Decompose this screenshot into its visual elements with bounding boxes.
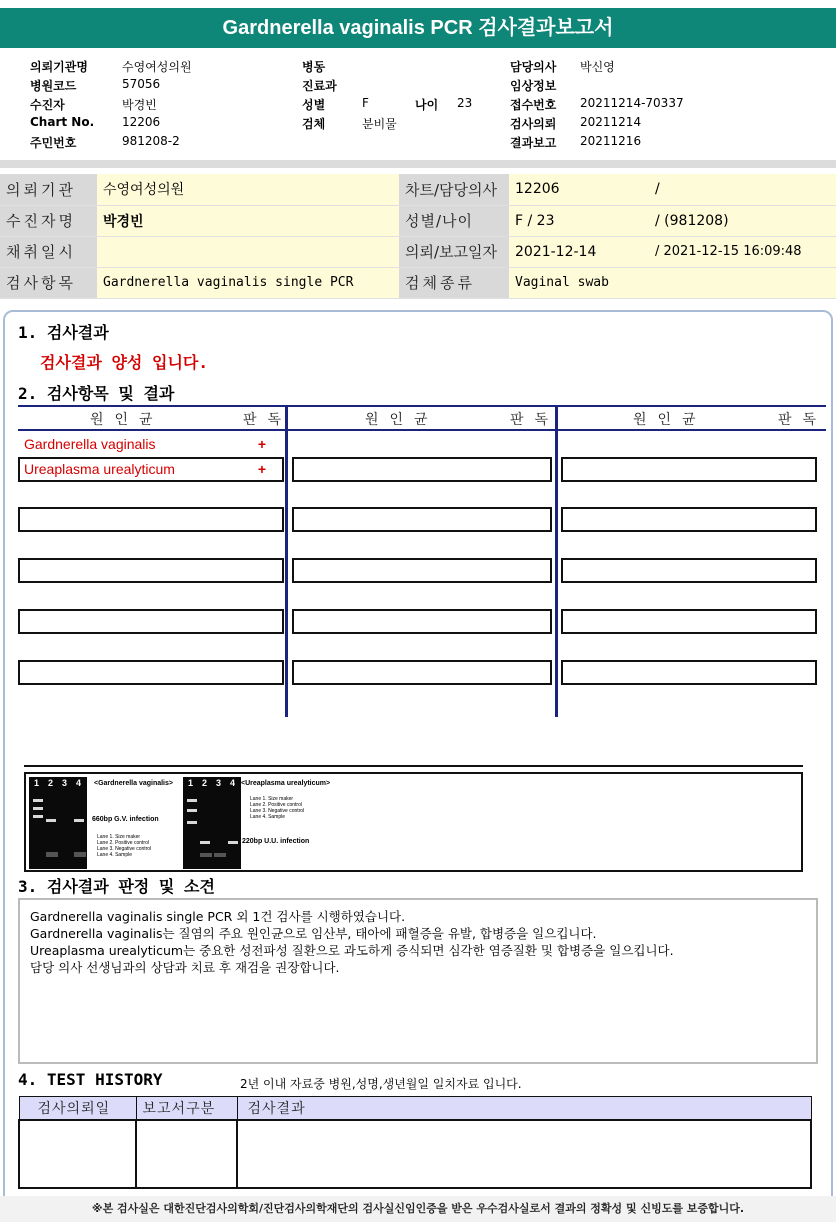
opinion-box <box>18 898 818 1064</box>
result-cell-empty <box>292 609 552 634</box>
gel-image-ureaplasma <box>183 777 241 869</box>
gel-band <box>46 852 58 857</box>
grid-header-rule <box>18 429 826 431</box>
gel-band <box>214 853 226 857</box>
col-header-result: 판독 <box>510 412 560 428</box>
header-label: 결과보고 <box>510 136 557 150</box>
field-value: Vaginal swab <box>509 267 649 298</box>
header-col3 <box>510 58 710 153</box>
result-summary: 검사결과 양성 입니다. <box>40 353 209 372</box>
header-label: 접수번호 <box>510 98 557 112</box>
header-label: 임상정보 <box>510 79 557 93</box>
result-cell-ureaplasma <box>18 457 284 482</box>
lane-number: 2 <box>202 778 208 788</box>
opinion-line: Gardnerella vaginalis single PCR 외 1건 검사를 시행하였습니다. <box>30 909 406 924</box>
image-top-rule <box>24 765 803 767</box>
lane-number: 4 <box>76 778 82 788</box>
gel-band <box>33 815 43 818</box>
organism-name: Ureaplasma urealyticum <box>24 461 175 477</box>
grid-top-rule <box>18 405 826 407</box>
field-value <box>649 267 836 298</box>
header-label: 수진자 <box>30 98 65 112</box>
result-cell-empty <box>561 660 817 685</box>
gel-band <box>200 853 212 857</box>
gel-marker-gardnerella: 660bp G.V. infection <box>92 816 159 823</box>
lane-number: 1 <box>34 778 40 788</box>
history-note: 2년 이내 자료중 병원,성명,생년월일 일치자료 입니다. <box>240 1077 522 1091</box>
result-cell-empty <box>561 609 817 634</box>
result-cell-empty <box>292 457 552 482</box>
field-label: 차트/담당의사 <box>399 174 509 205</box>
field-label: 성별/나이 <box>399 205 509 236</box>
result-cell-empty <box>561 558 817 583</box>
header-value: 박경빈 <box>122 98 157 112</box>
result-cell-empty <box>292 507 552 532</box>
gel-band <box>33 807 43 810</box>
header-value: 981208-2 <box>122 134 180 148</box>
col-header-organism: 원인균 <box>365 412 439 428</box>
header-col1 <box>30 58 230 153</box>
opinion-line: Ureaplasma urealyticum는 중요한 성전파성 질환으로 과도하게 증식되면 심각한 염증질환 및 합병증을 일으킵니다. <box>30 943 674 958</box>
lane-number: 2 <box>48 778 54 788</box>
report-title: Gardnerella vaginalis PCR 검사결과보고서 <box>0 8 836 48</box>
header-label: 의뢰기관명 <box>30 60 88 74</box>
gel-title-ureaplasma: <Ureaplasma urealyticum> <box>241 780 331 787</box>
result-cell-empty <box>18 558 284 583</box>
field-value: Gardnerella vaginalis single PCR <box>97 267 399 298</box>
header-label: 검사의뢰 <box>510 117 557 131</box>
result-cell-empty <box>18 660 284 685</box>
history-header: 검사결과 <box>237 1097 811 1120</box>
col-header-organism: 원인균 <box>633 412 707 428</box>
col-header-organism: 원인균 <box>90 412 164 428</box>
field-label: 수진자명 <box>0 205 97 236</box>
field-value: / (981208) <box>649 205 836 236</box>
lane-number: 1 <box>188 778 194 788</box>
field-value: 12206 <box>509 174 649 205</box>
col-header-result: 판독 <box>778 412 828 428</box>
gel-band <box>33 799 43 802</box>
patient-row <box>0 174 836 205</box>
field-value <box>97 236 399 267</box>
lane-number: 3 <box>216 778 222 788</box>
history-header: 보고서구분 <box>136 1097 237 1120</box>
gel-band <box>187 799 197 802</box>
gel-band <box>74 819 84 822</box>
grid-divider <box>555 405 558 717</box>
gel-image-panel <box>24 772 803 872</box>
history-cell <box>237 1120 811 1188</box>
separator-band <box>0 160 836 168</box>
field-value: / <box>649 174 836 205</box>
patient-row <box>0 267 836 298</box>
header-value: F <box>362 96 369 110</box>
gel-title-gardnerella: <Gardnerella vaginalis> <box>94 780 173 787</box>
patient-row <box>0 205 836 236</box>
header-label: 담당의사 <box>510 60 557 74</box>
gel-legend-ureaplasma: Lane 1. Size maker Lane 2. Positive control Lane 3. Negative control Lane 4. Sample <box>250 796 305 820</box>
result-cell-empty <box>292 660 552 685</box>
age-value: 23 <box>457 96 473 110</box>
field-value: / 2021-12-15 16:09:48 <box>649 236 836 267</box>
header-value: 57056 <box>122 77 161 91</box>
gel-band <box>74 852 86 857</box>
col-header-result: 판독 <box>243 412 293 428</box>
field-label: 채취일시 <box>0 236 97 267</box>
header-label: 주민번호 <box>30 136 77 150</box>
header-value: 수영여성의원 <box>122 60 192 74</box>
header-value: 분비물 <box>362 117 397 131</box>
history-cell <box>136 1120 237 1188</box>
result-cell-empty <box>561 457 817 482</box>
header-col2 <box>302 58 482 134</box>
field-label: 검체종류 <box>399 267 509 298</box>
section-title-opinion: 3. 검사결과 판정 및 소견 <box>18 877 215 896</box>
gel-legend-gardnerella: Lane 1. Size maker Lane 2. Positive control Lane 3. Negative control Lane 4. Sample <box>97 834 152 858</box>
patient-row <box>0 236 836 267</box>
section-title-history: 4. TEST HISTORY <box>18 1070 163 1089</box>
header-value: 20211214-70337 <box>580 96 684 110</box>
lane-number: 4 <box>230 778 236 788</box>
header-label: 검체 <box>302 117 326 131</box>
opinion-line: Gardnerella vaginalis는 질염의 주요 원인균으로 임산부, 태아에 패혈증을 유발, 합병증을 일으킵니다. <box>30 926 597 941</box>
header-value: 20211216 <box>580 134 642 148</box>
gel-band <box>228 841 238 844</box>
gel-band <box>200 841 210 844</box>
result-cell-empty <box>292 558 552 583</box>
age-label: 나이 <box>415 98 439 112</box>
grid-divider <box>285 405 288 717</box>
header-label: Chart No. <box>30 115 95 129</box>
result-positive: + <box>257 461 266 477</box>
field-label: 의뢰기관 <box>0 174 97 205</box>
header-label: 병동 <box>302 60 326 74</box>
header-label: 진료과 <box>302 79 337 93</box>
header-label: 성별 <box>302 98 326 112</box>
section-title-items: 2. 검사항목 및 결과 <box>18 384 175 403</box>
result-cell-empty <box>18 507 284 532</box>
organism-name: Gardnerella vaginalis <box>24 436 156 452</box>
gel-band <box>187 821 197 824</box>
field-value: 박경빈 <box>97 205 399 236</box>
header-value: 박신영 <box>580 60 615 74</box>
header-label: 병원코드 <box>30 79 77 93</box>
result-positive: + <box>257 436 266 452</box>
result-cell-empty <box>561 507 817 532</box>
header-value: 20211214 <box>580 115 642 129</box>
history-table <box>18 1096 812 1189</box>
field-value: 수영여성의원 <box>97 174 399 205</box>
field-value: 2021-12-14 <box>509 236 649 267</box>
gel-image-gardnerella <box>29 777 87 869</box>
patient-table <box>0 174 836 299</box>
lane-number: 3 <box>62 778 68 788</box>
result-cell-gardnerella <box>18 432 284 457</box>
header-value: 12206 <box>122 115 161 129</box>
section-title-result: 1. 검사결과 <box>18 323 109 342</box>
footer-note: ※본 검사실은 대한진단검사의학회/진단검사의학재단의 검사실신임인증을 받은 우수검사실로서 결과의 정확성 및 신빙도를 보증합니다. <box>91 1202 745 1215</box>
field-label: 검사항목 <box>0 267 97 298</box>
result-cell-empty <box>18 609 284 634</box>
gel-band <box>187 809 197 812</box>
gel-band <box>46 819 56 822</box>
history-header: 검사의뢰일 <box>19 1097 136 1120</box>
gel-marker-ureaplasma: 220bp U.U. infection <box>242 838 310 845</box>
field-label: 의뢰/보고일자 <box>399 236 509 267</box>
history-cell <box>19 1120 136 1188</box>
opinion-line: 담당 의사 선생님과의 상담과 치료 후 재검을 권장합니다. <box>30 960 340 975</box>
field-value: F / 23 <box>509 205 649 236</box>
